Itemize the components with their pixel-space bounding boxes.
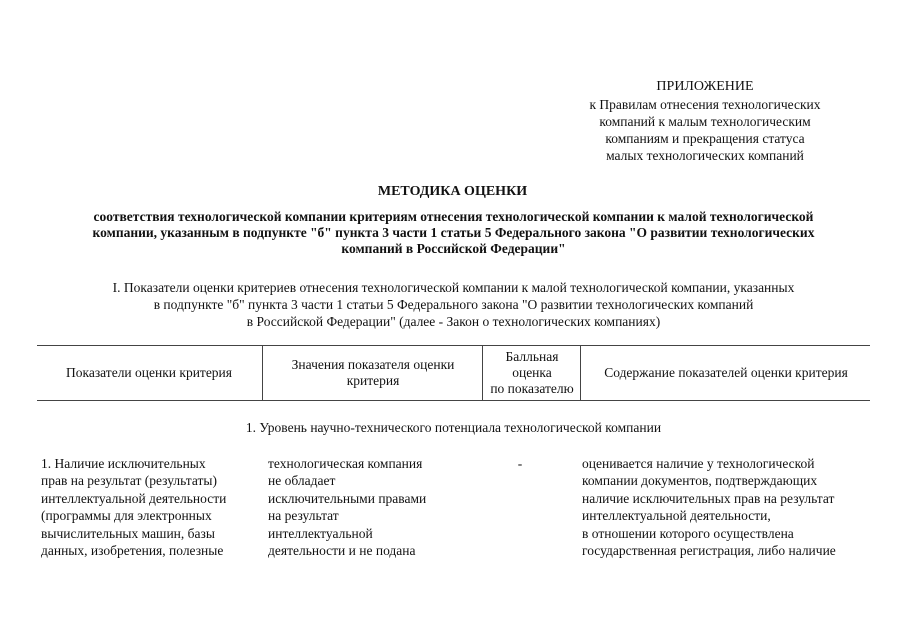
section-line: в Российской Федерации" (далее - Закон о технологических компаниях) (246, 314, 661, 329)
subtitle-line: компании, указанным в подпункте "б" пункта 3 части 1 статьи 5 Федерального закона "О развитии технологических (92, 225, 815, 240)
cell-line: исключительными правами (268, 490, 427, 506)
cell-line: вычислительных машин, базы (41, 525, 215, 541)
cell-line: данных, изобретения, полезные (41, 543, 224, 559)
table-group-title: 1. Уровень научно-технического потенциала технологической компании (245, 420, 662, 435)
appendix-line: малых технологических компаний (606, 148, 804, 163)
header-text: Содержание показателей оценки критерия (604, 365, 848, 380)
cell-line: деятельности и не подана (268, 543, 416, 559)
cell-line: прав на результат (результаты) (41, 473, 217, 489)
appendix-line: к Правилам отнесения технологических (589, 97, 821, 112)
cell-line: интеллектуальной деятельности (41, 490, 227, 506)
cell-line: не обладает (268, 473, 336, 489)
header-text: по показателю (490, 381, 574, 396)
appendix-line: компаниям и прекращения статуса (605, 131, 805, 146)
header-text: оценка (512, 365, 552, 380)
appendix-title: ПРИЛОЖЕНИЕ (656, 79, 754, 94)
cell-line: компании документов, подтверждающих (582, 473, 818, 489)
cell-line: интеллектуальной (268, 525, 373, 541)
cell-line: (программы для электронных (41, 508, 212, 524)
table-header (37, 345, 870, 401)
header-text: Балльная (505, 349, 559, 364)
cell-line: оценивается наличие у технологической (582, 456, 815, 471)
cell-line: интеллектуальной деятельности, (582, 508, 771, 524)
cell-line: 1. Наличие исключительных (41, 456, 206, 471)
header-content (580, 346, 871, 400)
header-score (482, 346, 581, 400)
row-indicator-cell (41, 455, 251, 559)
row-content-cell (582, 455, 867, 559)
section-line: в подпункте "б" пункта 3 части 1 статьи 5 Федерального закона "О развитии технологических компаний (153, 297, 754, 312)
cell-line: технологическая компания (268, 456, 423, 471)
row-value-cell (268, 455, 468, 559)
subtitle-line: компаний в Российской Федерации" (341, 241, 566, 256)
row-score-cell: - (517, 456, 523, 471)
cell-line: государственная регистрация, либо наличие (582, 543, 836, 559)
section-heading (42, 279, 865, 330)
header-text: Показатели оценки критерия (65, 365, 232, 380)
header-text: критерия (346, 373, 400, 388)
document-title: МЕТОДИКА ОЦЕНКИ (377, 184, 528, 199)
appendix-block (560, 78, 850, 164)
header-text: Значения показателя оценки (291, 357, 455, 372)
document-subtitle (42, 209, 865, 257)
cell-line: на результат (268, 508, 339, 524)
subtitle-line: соответствия технологической компании критериям отнесения технологической компании к малой технологической (93, 209, 814, 224)
section-line: I. Показатели оценки критериев отнесения технологической компании к малой технологической компании, указанных (112, 280, 795, 295)
appendix-line: компаний к малым технологическим (599, 114, 811, 129)
cell-line: в отношении которого осуществлена (582, 525, 794, 541)
cell-line: наличие исключительных прав на результат (582, 490, 835, 506)
header-indicator (37, 346, 261, 400)
header-value (262, 346, 483, 400)
